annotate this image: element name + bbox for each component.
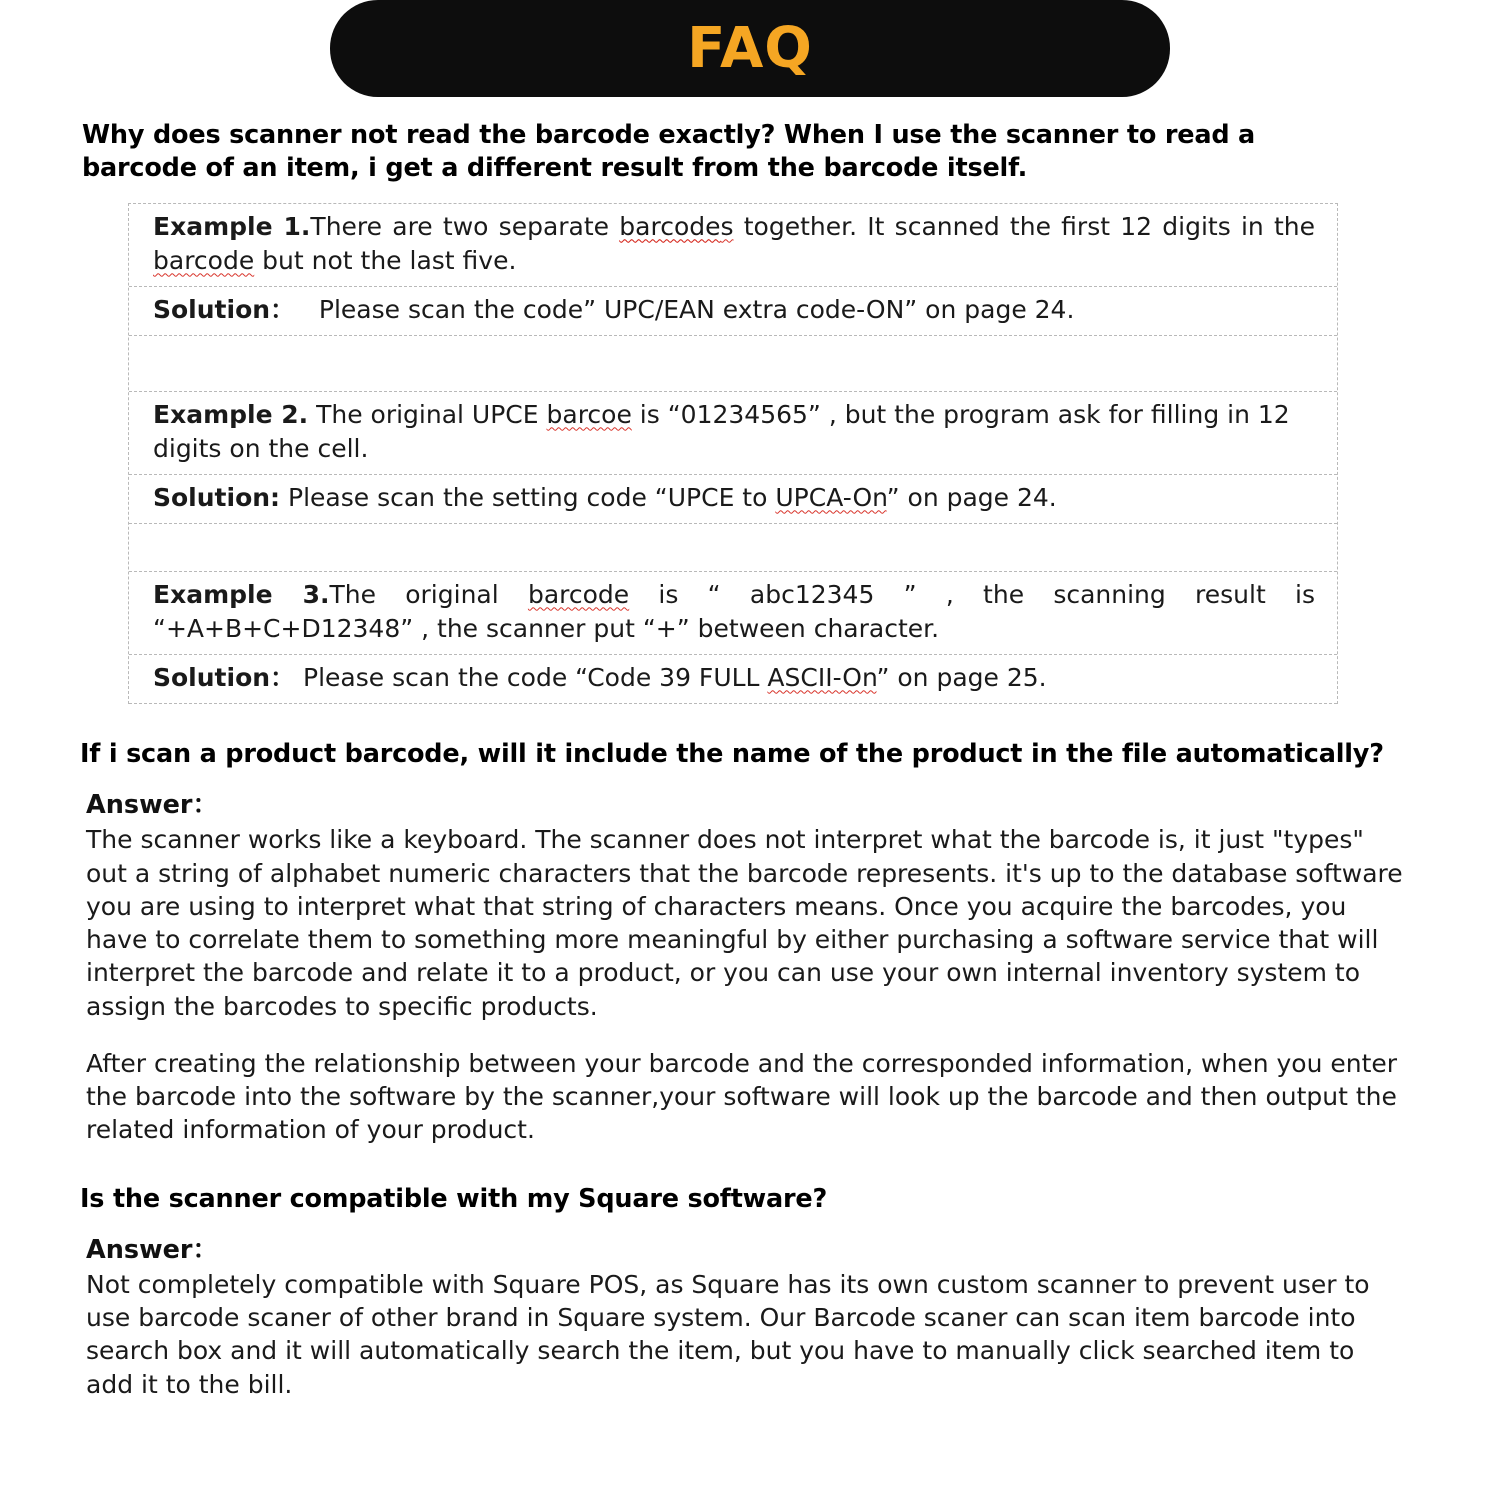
solution-3-text: Please scan the code “Code 39 FULL ASCII-On” on page 25.	[303, 663, 1047, 693]
example-1-text: There are two separate barcodes together. It scanned the first 12 digits in the barcode but not the last five.	[153, 212, 1316, 276]
table-row	[129, 392, 1337, 475]
answer-label-2: Answer：	[86, 790, 218, 821]
table-row-spacer	[129, 336, 1337, 392]
example-3-label: Example 3.	[153, 580, 330, 610]
faq-title-pill	[330, 0, 1170, 97]
faq-title-banner	[0, 0, 1500, 97]
table-row	[129, 204, 1337, 287]
example-3-text: The original barcode is “ abc12345 ” , the scanning result is “+A+B+C+D12348” , the scanner put “+” between character.	[153, 580, 1316, 644]
solution-2-text: Please scan the setting code “UPCE to UPCA-On” on page 24.	[288, 483, 1057, 513]
solution-1-text: Please scan the code” UPC/EAN extra code-ON” on page 24.	[318, 295, 1075, 325]
question-heading-3: Is the scanner compatible with my Square software?	[80, 1183, 828, 1214]
examples-table	[128, 203, 1338, 704]
example-2-text: The original UPCE barcoe is “01234565” , but the program ask for filling in 12 digits on the cell.	[153, 400, 1290, 464]
table-row	[129, 287, 1337, 336]
answer-label-3: Answer：	[86, 1234, 218, 1265]
question-heading-2: If i scan a product barcode, will it include the name of the product in the file automatically?	[80, 739, 1384, 770]
solution-2-label: Solution:	[153, 483, 281, 513]
solution-3-label: Solution：	[153, 663, 296, 693]
example-1-label: Example 1.	[153, 212, 311, 242]
table-row-spacer	[129, 524, 1337, 572]
page-title: FAQ	[687, 16, 813, 81]
answer-3-paragraph-1: Not completely compatible with Square POS, as Square has its own custom scanner to prevent user to use barcode scaner of other brand in Square system. Our Barcode scaner can scan item barcode into search box and it will automatically search the item, but you have to manually click searched item to add it to the bill.	[86, 1269, 1370, 1399]
solution-1-label: Solution：	[153, 295, 296, 325]
table-row	[129, 475, 1337, 524]
table-row	[129, 655, 1337, 704]
question-heading-1: Why does scanner not read the barcode exactly? When I use the scanner to read a barcode of an item, i get a different result from the barcode itself.	[82, 120, 1256, 184]
table-row	[129, 572, 1337, 655]
answer-2-paragraph-2: After creating the relationship between your barcode and the corresponded information, when you enter the barcode into the software by the scanner,your software will look up the barcode and then output the related information of your product.	[86, 1048, 1398, 1145]
example-2-label: Example 2.	[153, 400, 309, 430]
answer-2-paragraph-1: The scanner works like a keyboard. The scanner does not interpret what the barcode is, it just "types" out a string of alphabet numeric characters that the barcode represents. it's up to the database software you are using to interpret what that string of characters means. Once you acquire the barcodes, you have to correlate them to something more meaningful by either purchasing a software service that will interpret the barcode and relate it to a product, or you can use your own internal inventory system to assign the barcodes to specific products.	[86, 825, 1403, 1021]
